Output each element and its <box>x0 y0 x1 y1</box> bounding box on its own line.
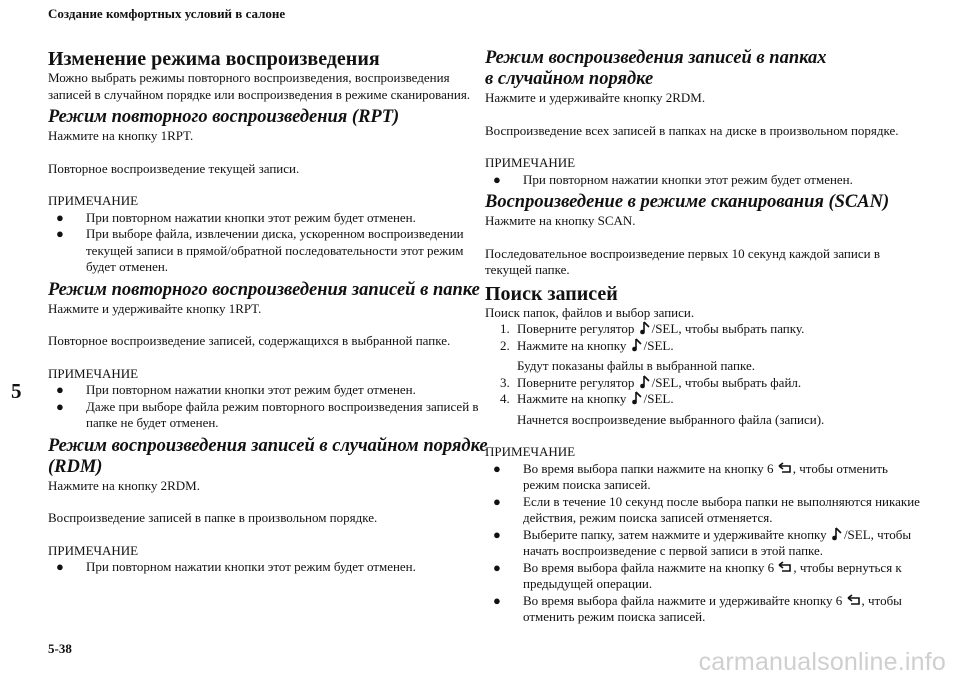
left-column <box>48 48 488 576</box>
bullet-icon: ● <box>493 592 501 608</box>
note-item: ● Во время выбора файла нажмите и удерживайте кнопку 6 , чтобы отменить режим поиска записей. <box>493 592 902 624</box>
step-4-result: Начнется воспроизведение выбранного файла (записи). <box>517 411 825 427</box>
rpt-press: Нажмите на кнопку 1RPT. <box>48 128 194 143</box>
note-item: ● Если в течение 10 секунд после выбора папки не выполняются никакие действия, режим поиска записей отменяется. <box>493 493 920 525</box>
bullet-icon: ● <box>56 209 64 225</box>
rpt-folder-press: Нажмите и удерживайте кнопку 1RPT. <box>48 300 262 316</box>
knob-icon <box>630 338 644 352</box>
heading-rpt: Режим повторного воспроизведения (RPT) <box>48 107 400 127</box>
section-title-search: Поиск записей <box>485 282 618 305</box>
step-2-result: Будут показаны файлы в выбранной папке. <box>517 358 755 373</box>
running-head: Создание комфортных условий в салоне <box>48 6 286 21</box>
rdm-press: Нажмите на кнопку 2RDM. <box>48 477 200 493</box>
note-item: ● При повторном нажатии кнопки этот режим будет отменен. <box>56 559 416 574</box>
search-steps-cont <box>485 375 925 408</box>
section-title-playback-mode: Изменение режима воспроизведения <box>48 48 380 70</box>
knob-icon <box>830 527 844 541</box>
rpt-folder-notes <box>48 382 488 432</box>
scan-press: Нажмите на кнопку SCAN. <box>485 213 636 228</box>
knob-icon <box>638 321 652 335</box>
bullet-icon: ● <box>56 226 64 241</box>
note-item: ● При повторном нажатии кнопки этот режим будет отменен. <box>56 209 416 225</box>
bullet-icon: ● <box>56 382 64 397</box>
bullet-icon: ● <box>493 526 501 542</box>
bullet-icon: ● <box>493 559 501 575</box>
scan-desc: Последовательное воспроизведение первых 10 секунд каждой записи в текущей папке. <box>485 245 880 277</box>
right-column <box>485 48 925 626</box>
note-item: ● При повторном нажатии кнопки этот режим будет отменен. <box>56 382 416 397</box>
back-arrow-icon <box>777 462 793 474</box>
page-number: 5-38 <box>48 641 72 656</box>
watermark: carmanualsonline.info <box>698 648 946 676</box>
rdm-folder-desc: Воспроизведение всех записей в папках на диске в произвольном порядке. <box>485 122 899 138</box>
bullet-icon: ● <box>493 493 501 509</box>
knob-icon <box>630 391 644 405</box>
note-item: ● При повторном нажатии кнопки этот режим будет отменен. <box>493 171 853 187</box>
chapter-tab <box>0 365 30 425</box>
rdm-folder-note-label: ПРИМЕЧАНИЕ <box>485 155 576 170</box>
section-intro: Можно выбрать режимы повторного воспроизведения, воспроизведения записей в случайном порядке или воспроизведения в режиме сканирования. <box>48 70 471 102</box>
search-note-label: ПРИМЕЧАНИЕ <box>485 444 576 459</box>
rpt-desc: Повторное воспроизведение текущей записи. <box>48 160 300 176</box>
rpt-folder-note-label: ПРИМЕЧАНИЕ <box>48 365 139 381</box>
search-notes <box>485 461 925 626</box>
search-steps <box>485 321 925 354</box>
heading-rdm-folder: Режим воспроизведения записей в папках в случайном порядке <box>485 48 827 89</box>
rdm-folder-notes <box>485 172 925 189</box>
heading-rpt-folder: Режим повторного воспроизведения записей в папке <box>48 279 480 300</box>
note-item: ● Выберите папку, затем нажмите и удерживайте кнопку /SEL, чтобы начать воспроизведение с первой записи в этой папке. <box>493 526 912 558</box>
heading-rdm: Режим воспроизведения записей в случайном порядке (RDM) <box>48 435 488 477</box>
step-item: 3. Поверните регулятор /SEL, чтобы выбрать файл. <box>500 374 802 390</box>
rpt-folder-desc: Повторное воспроизведение записей, содержащихся в выбранной папке. <box>48 333 451 348</box>
step-item: 1. Поверните регулятор /SEL, чтобы выбрать папку. <box>500 321 805 336</box>
step-item: 2. Нажмите на кнопку /SEL. <box>500 337 674 353</box>
rdm-notes <box>48 559 488 576</box>
note-item: ● Даже при выборе файла режим повторного воспроизведения записей в папке не будет отменен. <box>56 398 479 430</box>
rdm-note-label: ПРИМЕЧАНИЕ <box>48 542 139 558</box>
bullet-icon: ● <box>56 559 64 574</box>
chapter-number: 5 <box>11 379 22 403</box>
knob-icon <box>638 375 652 389</box>
search-intro: Поиск папок, файлов и выбор записи. <box>485 304 695 320</box>
note-item: ● При выборе файла, извлечении диска, ускоренном воспроизведении текущей записи в прямой/обратной последовательности этот режим будет отменен. <box>56 226 464 274</box>
rdm-desc: Воспроизведение записей в папке в произвольном порядке. <box>48 510 378 525</box>
heading-scan: Воспроизведение в режиме сканирования (SCAN) <box>485 192 890 212</box>
step-item: 4. Нажмите на кнопку /SEL. <box>500 391 674 406</box>
note-item: ● Во время выбора папки нажмите на кнопку 6 , чтобы отменить режим поиска записей. <box>493 460 888 492</box>
rpt-notes <box>48 210 488 276</box>
back-arrow-icon <box>846 594 862 606</box>
bullet-icon: ● <box>493 171 501 187</box>
rdm-folder-press: Нажмите и удерживайте кнопку 2RDM. <box>485 90 706 105</box>
note-item: ● Во время выбора файла нажмите на кнопку 6 , чтобы вернуться к предыдущей операции. <box>493 559 902 591</box>
bullet-icon: ● <box>493 460 501 476</box>
bullet-icon: ● <box>56 398 64 414</box>
rpt-note-label: ПРИМЕЧАНИЕ <box>48 193 139 208</box>
back-arrow-icon <box>777 561 793 573</box>
